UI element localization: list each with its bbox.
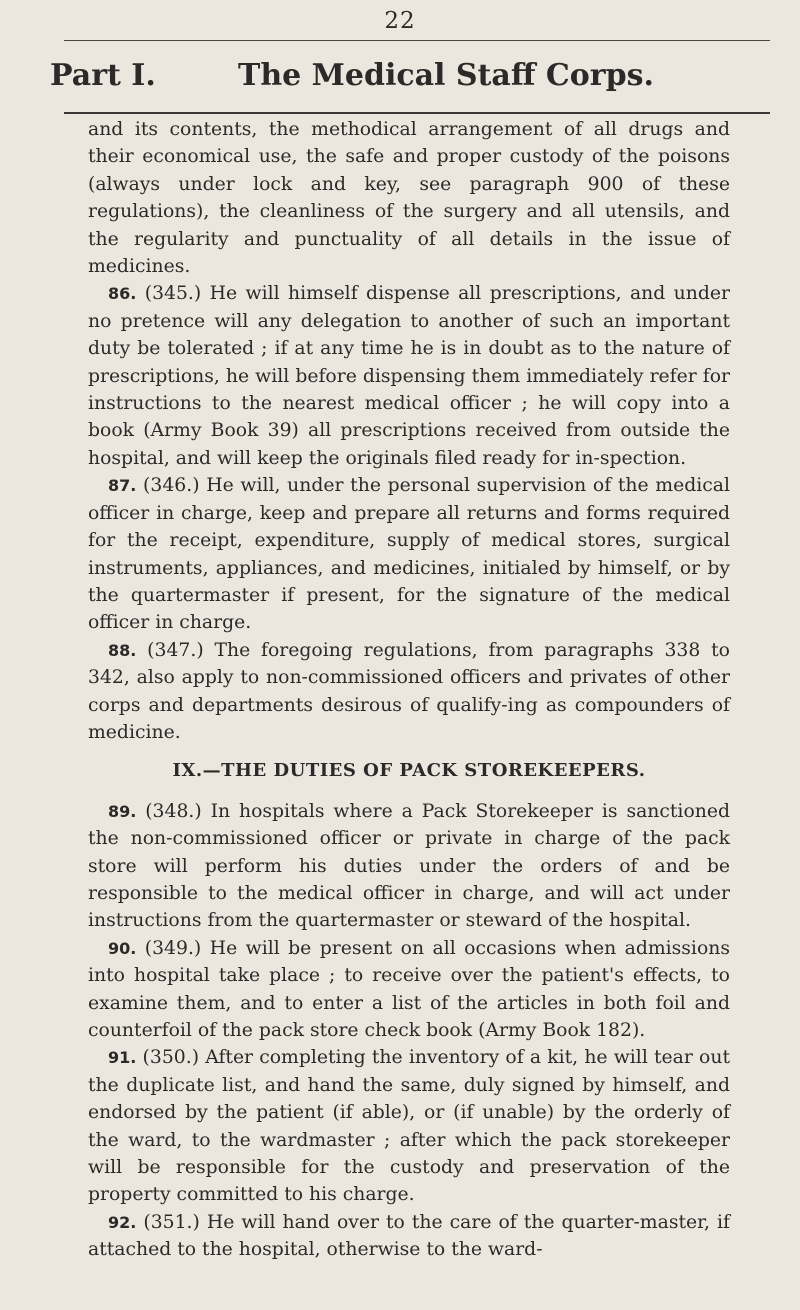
- section-heading: IX.—THE DUTIES OF PACK STOREKEEPERS.: [172, 760, 646, 782]
- part-label: Part I.: [50, 58, 156, 93]
- paragraph-text: (349.) He will be present on all occasions when admissions into hospital take place ; to receive over the patient's effects, to examine them, and to enter a list of the articles in both foil and counterfoil of the pack store check book (Army Book 182).: [88, 937, 730, 1041]
- paragraph-text: (350.) After completing the inventory of a kit, he will tear out the duplicate list, and hand the same, duly signed by himself, and endorsed by the patient (if able), or (if unable) by the orderly of the ward, to the wardmaster ; after which the pack storekeeper will be responsible for the custody and preservation of the property committed to his charge.: [88, 1047, 730, 1206]
- body-text: [88, 116, 730, 1264]
- paragraph-number: 91.: [108, 1048, 137, 1068]
- paragraph-90: [88, 935, 730, 1045]
- header-rule-bottom: [64, 112, 770, 114]
- paragraph-number: 87.: [108, 476, 137, 496]
- header-rule-top: [64, 40, 770, 41]
- paragraph-91: [88, 1044, 730, 1208]
- paragraph-92: [88, 1209, 730, 1264]
- paragraph-number: 90.: [108, 938, 137, 958]
- paragraph-89: [88, 798, 730, 935]
- paragraph-continued: [88, 116, 730, 280]
- page-number: 22: [384, 8, 416, 34]
- running-title: The Medical Staff Corps.: [238, 58, 654, 93]
- paragraph-text: (345.) He will himself dispense all prescriptions, and under no pretence will any delegation to another of such an important duty be tolerated ; if at any time he is in doubt as to the nature of prescriptions, he will before dispensing them immediately refer for instructions to the nearest medical officer ; he will copy into a book (Army Book 39) all prescriptions received from outside the hospital, and will keep the originals filed ready for in-spection.: [88, 283, 730, 469]
- paragraph-86: [88, 280, 730, 472]
- paragraph-text: (346.) He will, under the personal supervision of the medical officer in charge, keep and prepare all returns and forms required for the receipt, expenditure, supply of medical stores, surgical instruments, appliances, and medicines, initialed by himself, or by the quartermaster if present, for the signature of the medical officer in charge.: [88, 475, 730, 634]
- paragraph-text: (347.) The foregoing regulations, from paragraphs 338 to 342, also apply to non-commissioned officers and privates of other corps and departments desirous of qualify-ing as compounders of medicine.: [88, 639, 730, 743]
- paragraph-number: 86.: [108, 284, 137, 304]
- paragraph-number: 89.: [108, 801, 137, 821]
- paragraph-number: 88.: [108, 640, 137, 660]
- paragraph-text: (348.) In hospitals where a Pack Storekeeper is sanctioned the non-commissioned officer or private in charge of the pack store will perform his duties under the orders of and be responsible to the medical officer in charge, and will act under instructions from the quartermaster or steward of the hospital.: [88, 800, 730, 932]
- paragraph-88: [88, 637, 730, 747]
- paragraph-number: 92.: [108, 1212, 137, 1232]
- paragraph-text: (351.) He will hand over to the care of the quarter-master, if attached to the hospital, otherwise to the ward-: [88, 1211, 730, 1261]
- paragraph-87: [88, 472, 730, 636]
- paragraph-text: and its contents, the methodical arrangement of all drugs and their economical use, the safe and proper custody of the poisons (always under lock and key, see paragraph 900 of these regulations), the cleanliness of the surgery and all utensils, and the regularity and punctuality of all details in the issue of medicines.: [88, 119, 730, 278]
